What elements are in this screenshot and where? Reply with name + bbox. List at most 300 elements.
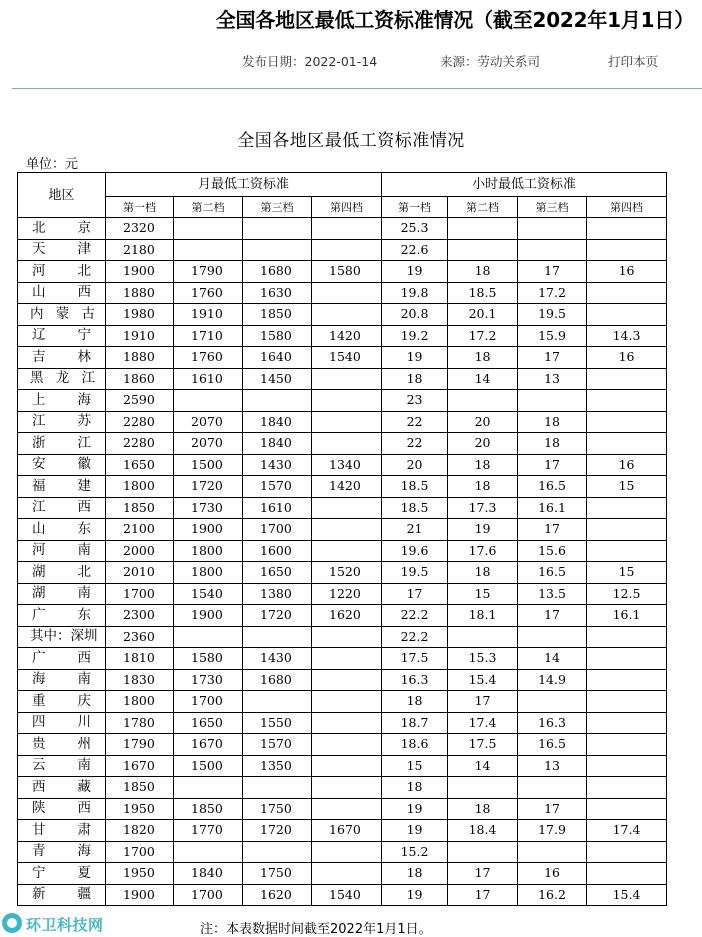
hourly-tier-4-cell [587, 390, 667, 412]
table-title: 全国各地区最低工资标准情况 [237, 131, 465, 151]
hourly-tier-4-cell [587, 648, 667, 670]
table-row [18, 669, 667, 691]
hourly-tier-2-cell: 15 [448, 583, 518, 605]
monthly-tier-3-cell: 1750 [243, 798, 312, 820]
monthly-tier-4-cell [312, 626, 382, 648]
hourly-tier-1-cell: 22 [382, 433, 448, 455]
monthly-tier-3-cell [243, 239, 312, 261]
hourly-tier-1-cell: 21 [382, 519, 448, 541]
table-row [18, 218, 667, 240]
monthly-tier-1-cell: 2100 [106, 519, 174, 541]
monthly-tier-1-cell: 1670 [106, 755, 174, 777]
hourly-tier-1-cell: 19.2 [382, 325, 448, 347]
monthly-tier-2-cell [174, 218, 243, 240]
region-cell: 江苏 [18, 411, 106, 433]
region-cell: 甘肃 [18, 820, 106, 842]
region-cell: 湖北 [18, 562, 106, 584]
hourly-tier-1-cell: 20 [382, 454, 448, 476]
monthly-tier-2-cell: 1790 [174, 261, 243, 283]
hourly-tier-3-cell [518, 777, 587, 799]
monthly-tier-3-cell: 1840 [243, 433, 312, 455]
monthly-tier-3-cell: 1430 [243, 648, 312, 670]
page-title: 全国各地区最低工资标准情况（截至2022年1月1日） [215, 8, 694, 32]
monthly-tier-1-cell: 2280 [106, 411, 174, 433]
region-cell: 福建 [18, 476, 106, 498]
hourly-tier-1-cell: 18.6 [382, 734, 448, 756]
monthly-tier-4-cell [312, 777, 382, 799]
hourly-tier-3-cell [518, 626, 587, 648]
table-row [18, 390, 667, 412]
monthly-tier-2-cell: 2070 [174, 411, 243, 433]
hourly-tier-2-cell: 17 [448, 863, 518, 885]
hourly-tier-4-cell: 16 [587, 347, 667, 369]
hourly-tier-3-cell: 18 [518, 433, 587, 455]
region-cell: 青海 [18, 841, 106, 863]
monthly-tier-4-cell: 1540 [312, 884, 382, 906]
hourly-tier-1-cell: 19 [382, 261, 448, 283]
monthly-tier-1-cell: 1830 [106, 669, 174, 691]
monthly-tier-4-cell [312, 433, 382, 455]
monthly-tier-2-cell: 1850 [174, 798, 243, 820]
region-cell: 河北 [18, 261, 106, 283]
monthly-tier-4-cell: 1670 [312, 820, 382, 842]
monthly-tier-1-cell: 1980 [106, 304, 174, 326]
region-cell: 山东 [18, 519, 106, 541]
monthly-tier-4-cell [312, 304, 382, 326]
region-cell: 广东 [18, 605, 106, 627]
monthly-tier-2-cell: 1500 [174, 755, 243, 777]
monthly-tier-2-cell: 1670 [174, 734, 243, 756]
hourly-tier-3-cell: 15.6 [518, 540, 587, 562]
monthly-tier-4-cell [312, 755, 382, 777]
hourly-tier-3-cell: 16.5 [518, 734, 587, 756]
hourly-tier-3-cell: 13 [518, 755, 587, 777]
region-cell: 内蒙古 [18, 304, 106, 326]
hourly-tier-3-cell: 17 [518, 454, 587, 476]
monthly-tier-1-cell: 1810 [106, 648, 174, 670]
monthly-tier-3-cell [243, 841, 312, 863]
monthly-tier-3-cell: 1750 [243, 863, 312, 885]
hourly-tier-2-cell: 17.5 [448, 734, 518, 756]
region-cell: 安徽 [18, 454, 106, 476]
hourly-tier-1-cell: 18.7 [382, 712, 448, 734]
monthly-tier-2-cell: 1840 [174, 863, 243, 885]
header-region: 地区 [18, 173, 106, 218]
monthly-tier-4-cell [312, 218, 382, 240]
table-row [18, 347, 667, 369]
table-row [18, 454, 667, 476]
watermark-logo-icon [2, 913, 22, 933]
monthly-tier-4-cell [312, 540, 382, 562]
table-row [18, 777, 667, 799]
hourly-tier-4-cell [587, 519, 667, 541]
hourly-tier-4-cell: 16 [587, 261, 667, 283]
monthly-tier-1-cell: 2180 [106, 239, 174, 261]
monthly-tier-1-cell: 1700 [106, 583, 174, 605]
hourly-tier-4-cell [587, 497, 667, 519]
region-cell: 广西 [18, 648, 106, 670]
hourly-tier-3-cell: 16.1 [518, 497, 587, 519]
hourly-tier-4-cell [587, 841, 667, 863]
monthly-tier-2-cell [174, 841, 243, 863]
hourly-tier-1-cell: 18 [382, 691, 448, 713]
monthly-tier-4-cell [312, 519, 382, 541]
monthly-tier-3-cell: 1600 [243, 540, 312, 562]
hourly-tier-1-cell: 18 [382, 777, 448, 799]
table-row [18, 798, 667, 820]
monthly-tier-4-cell: 1340 [312, 454, 382, 476]
region-cell: 上海 [18, 390, 106, 412]
monthly-tier-2-cell: 1650 [174, 712, 243, 734]
region-cell: 陕西 [18, 798, 106, 820]
monthly-tier-1-cell: 1900 [106, 884, 174, 906]
monthly-tier-1-cell: 2360 [106, 626, 174, 648]
table-body [18, 218, 667, 906]
monthly-tier-3-cell: 1680 [243, 261, 312, 283]
table-header-row [18, 173, 667, 197]
monthly-tier-4-cell: 1420 [312, 476, 382, 498]
header-divider [12, 88, 702, 89]
table-row [18, 239, 667, 261]
monthly-tier-3-cell: 1350 [243, 755, 312, 777]
print-page-link[interactable]: 打印本页 [608, 54, 659, 69]
monthly-tier-2-cell [174, 626, 243, 648]
table-row [18, 841, 667, 863]
monthly-tier-4-cell [312, 712, 382, 734]
hourly-tier-2-cell: 18 [448, 562, 518, 584]
hourly-tier-3-cell [518, 218, 587, 240]
monthly-tier-1-cell: 2010 [106, 562, 174, 584]
monthly-tier-1-cell: 1910 [106, 325, 174, 347]
table-row [18, 691, 667, 713]
monthly-tier-2-cell [174, 777, 243, 799]
monthly-tier-3-cell: 1720 [243, 605, 312, 627]
hourly-tier-2-cell: 14 [448, 755, 518, 777]
table-row [18, 261, 667, 283]
hourly-tier-2-cell: 20.1 [448, 304, 518, 326]
monthly-tier-4-cell [312, 497, 382, 519]
hourly-tier-4-cell [587, 433, 667, 455]
hourly-tier-3-cell: 16.2 [518, 884, 587, 906]
unit-label: 单位：元 [26, 157, 79, 172]
monthly-tier-2-cell: 1710 [174, 325, 243, 347]
region-cell: 西藏 [18, 777, 106, 799]
table-footnote: 注：本表数据时间截至2022年1月1日。 [200, 922, 432, 937]
monthly-tier-1-cell: 2300 [106, 605, 174, 627]
hourly-tier-4-cell [587, 411, 667, 433]
hourly-tier-1-cell: 19 [382, 347, 448, 369]
monthly-tier-1-cell: 1880 [106, 282, 174, 304]
monthly-tier-4-cell [312, 239, 382, 261]
tier-header: 第三档 [518, 197, 587, 218]
monthly-tier-1-cell: 1950 [106, 798, 174, 820]
hourly-tier-3-cell: 14 [518, 648, 587, 670]
monthly-tier-3-cell [243, 777, 312, 799]
table-row [18, 712, 667, 734]
hourly-tier-1-cell: 20.8 [382, 304, 448, 326]
hourly-tier-1-cell: 16.3 [382, 669, 448, 691]
monthly-tier-2-cell: 1800 [174, 562, 243, 584]
tier-header-row [18, 197, 667, 218]
hourly-tier-4-cell: 15 [587, 562, 667, 584]
monthly-tier-4-cell [312, 411, 382, 433]
table-row [18, 583, 667, 605]
monthly-tier-3-cell: 1620 [243, 884, 312, 906]
hourly-tier-4-cell: 12.5 [587, 583, 667, 605]
hourly-tier-4-cell: 14.3 [587, 325, 667, 347]
monthly-tier-3-cell: 1450 [243, 368, 312, 390]
monthly-tier-1-cell: 2000 [106, 540, 174, 562]
watermark-text: 环卫科技网 [26, 916, 104, 934]
monthly-tier-3-cell [243, 390, 312, 412]
hourly-tier-2-cell: 17 [448, 884, 518, 906]
hourly-tier-2-cell: 17.4 [448, 712, 518, 734]
monthly-tier-2-cell: 1900 [174, 519, 243, 541]
monthly-tier-3-cell: 1570 [243, 476, 312, 498]
tier-header: 第二档 [448, 197, 518, 218]
monthly-tier-2-cell [174, 239, 243, 261]
hourly-tier-1-cell: 18.5 [382, 476, 448, 498]
monthly-tier-3-cell: 1720 [243, 820, 312, 842]
hourly-tier-1-cell: 22.6 [382, 239, 448, 261]
hourly-tier-4-cell: 16.1 [587, 605, 667, 627]
monthly-tier-4-cell [312, 368, 382, 390]
hourly-tier-4-cell: 17.4 [587, 820, 667, 842]
tier-header: 第四档 [312, 197, 382, 218]
monthly-tier-3-cell: 1850 [243, 304, 312, 326]
watermark [0, 910, 104, 936]
hourly-tier-2-cell: 18.5 [448, 282, 518, 304]
monthly-tier-4-cell [312, 691, 382, 713]
monthly-tier-3-cell: 1640 [243, 347, 312, 369]
table-row [18, 820, 667, 842]
hourly-tier-1-cell: 18 [382, 863, 448, 885]
region-cell: 北京 [18, 218, 106, 240]
monthly-tier-2-cell: 1770 [174, 820, 243, 842]
monthly-tier-3-cell [243, 691, 312, 713]
hourly-tier-4-cell [587, 691, 667, 713]
monthly-tier-1-cell: 1900 [106, 261, 174, 283]
hourly-tier-2-cell: 17.6 [448, 540, 518, 562]
hourly-tier-1-cell: 19.6 [382, 540, 448, 562]
monthly-tier-1-cell: 1790 [106, 734, 174, 756]
hourly-tier-1-cell: 19.5 [382, 562, 448, 584]
hourly-tier-2-cell [448, 626, 518, 648]
hourly-tier-1-cell: 22 [382, 411, 448, 433]
monthly-tier-1-cell: 1700 [106, 841, 174, 863]
monthly-tier-2-cell: 1720 [174, 476, 243, 498]
monthly-tier-3-cell: 1650 [243, 562, 312, 584]
hourly-tier-2-cell [448, 390, 518, 412]
region-cell: 湖南 [18, 583, 106, 605]
tier-header: 第一档 [382, 197, 448, 218]
table-row [18, 476, 667, 498]
monthly-tier-3-cell: 1610 [243, 497, 312, 519]
hourly-tier-1-cell: 19 [382, 884, 448, 906]
monthly-tier-2-cell: 1760 [174, 282, 243, 304]
region-cell: 云南 [18, 755, 106, 777]
hourly-tier-2-cell: 14 [448, 368, 518, 390]
hourly-tier-3-cell [518, 390, 587, 412]
header-monthly: 月最低工资标准 [106, 173, 382, 197]
hourly-tier-4-cell [587, 777, 667, 799]
hourly-tier-3-cell: 16.3 [518, 712, 587, 734]
hourly-tier-2-cell [448, 239, 518, 261]
hourly-tier-3-cell: 14.9 [518, 669, 587, 691]
monthly-tier-4-cell [312, 648, 382, 670]
hourly-tier-1-cell: 23 [382, 390, 448, 412]
monthly-tier-4-cell: 1220 [312, 583, 382, 605]
monthly-tier-3-cell: 1430 [243, 454, 312, 476]
hourly-tier-2-cell: 18 [448, 476, 518, 498]
monthly-tier-4-cell: 1420 [312, 325, 382, 347]
region-cell: 江西 [18, 497, 106, 519]
hourly-tier-2-cell [448, 218, 518, 240]
tier-header: 第一档 [106, 197, 174, 218]
monthly-tier-3-cell: 1680 [243, 669, 312, 691]
hourly-tier-1-cell: 25.3 [382, 218, 448, 240]
monthly-tier-2-cell: 1910 [174, 304, 243, 326]
monthly-tier-2-cell: 1730 [174, 669, 243, 691]
table-row [18, 734, 667, 756]
publish-date: 发布日期：2022-01-14 [242, 54, 378, 69]
monthly-tier-3-cell: 1550 [243, 712, 312, 734]
monthly-tier-4-cell [312, 390, 382, 412]
monthly-tier-2-cell: 1580 [174, 648, 243, 670]
table-row [18, 497, 667, 519]
hourly-tier-4-cell [587, 239, 667, 261]
hourly-tier-3-cell [518, 841, 587, 863]
hourly-tier-4-cell [587, 626, 667, 648]
hourly-tier-1-cell: 19 [382, 798, 448, 820]
hourly-tier-2-cell: 17 [448, 691, 518, 713]
region-cell: 贵州 [18, 734, 106, 756]
monthly-tier-3-cell [243, 218, 312, 240]
monthly-tier-4-cell: 1520 [312, 562, 382, 584]
table-row [18, 755, 667, 777]
hourly-tier-3-cell: 17 [518, 347, 587, 369]
monthly-tier-3-cell: 1380 [243, 583, 312, 605]
table-row [18, 562, 667, 584]
hourly-tier-4-cell [587, 282, 667, 304]
hourly-tier-2-cell [448, 777, 518, 799]
monthly-tier-4-cell [312, 863, 382, 885]
hourly-tier-4-cell [587, 798, 667, 820]
hourly-tier-3-cell: 17 [518, 605, 587, 627]
hourly-tier-2-cell: 18 [448, 347, 518, 369]
hourly-tier-1-cell: 17 [382, 583, 448, 605]
monthly-tier-1-cell: 1800 [106, 476, 174, 498]
table-row [18, 433, 667, 455]
region-cell: 新疆 [18, 884, 106, 906]
hourly-tier-2-cell: 18.1 [448, 605, 518, 627]
region-cell: 海南 [18, 669, 106, 691]
hourly-tier-1-cell: 22.2 [382, 626, 448, 648]
hourly-tier-2-cell: 17.3 [448, 497, 518, 519]
hourly-tier-3-cell: 17 [518, 261, 587, 283]
region-cell: 天津 [18, 239, 106, 261]
hourly-tier-3-cell: 19.5 [518, 304, 587, 326]
hourly-tier-2-cell [448, 841, 518, 863]
monthly-tier-3-cell: 1570 [243, 734, 312, 756]
hourly-tier-3-cell [518, 239, 587, 261]
hourly-tier-1-cell: 17.5 [382, 648, 448, 670]
monthly-tier-2-cell: 1760 [174, 347, 243, 369]
table-row [18, 605, 667, 627]
hourly-tier-4-cell: 16 [587, 454, 667, 476]
monthly-tier-1-cell: 1880 [106, 347, 174, 369]
monthly-tier-1-cell: 1650 [106, 454, 174, 476]
hourly-tier-4-cell [587, 734, 667, 756]
hourly-tier-4-cell: 15 [587, 476, 667, 498]
table-row [18, 863, 667, 885]
region-cell: 宁夏 [18, 863, 106, 885]
hourly-tier-3-cell: 17.2 [518, 282, 587, 304]
monthly-tier-4-cell: 1620 [312, 605, 382, 627]
monthly-tier-2-cell: 1610 [174, 368, 243, 390]
monthly-tier-1-cell: 1950 [106, 863, 174, 885]
hourly-tier-3-cell: 17 [518, 519, 587, 541]
table-row [18, 626, 667, 648]
monthly-tier-2-cell: 1500 [174, 454, 243, 476]
monthly-tier-2-cell: 1700 [174, 884, 243, 906]
hourly-tier-3-cell: 16 [518, 863, 587, 885]
hourly-tier-1-cell: 18 [382, 368, 448, 390]
hourly-tier-3-cell: 17.9 [518, 820, 587, 842]
hourly-tier-4-cell [587, 304, 667, 326]
table-row [18, 282, 667, 304]
table-row [18, 648, 667, 670]
monthly-tier-2-cell [174, 390, 243, 412]
header-hourly: 小时最低工资标准 [382, 173, 667, 197]
table-row [18, 519, 667, 541]
monthly-tier-4-cell [312, 669, 382, 691]
hourly-tier-4-cell [587, 540, 667, 562]
hourly-tier-3-cell: 18 [518, 411, 587, 433]
hourly-tier-4-cell [587, 863, 667, 885]
tier-header: 第二档 [174, 197, 243, 218]
monthly-tier-2-cell: 1800 [174, 540, 243, 562]
monthly-tier-3-cell: 1580 [243, 325, 312, 347]
monthly-tier-1-cell: 2590 [106, 390, 174, 412]
hourly-tier-1-cell: 15 [382, 755, 448, 777]
table-row [18, 411, 667, 433]
monthly-tier-1-cell: 1780 [106, 712, 174, 734]
monthly-tier-3-cell: 1840 [243, 411, 312, 433]
hourly-tier-2-cell: 19 [448, 519, 518, 541]
hourly-tier-1-cell: 18.5 [382, 497, 448, 519]
hourly-tier-4-cell [587, 368, 667, 390]
table-row [18, 368, 667, 390]
monthly-tier-1-cell: 2280 [106, 433, 174, 455]
monthly-tier-3-cell [243, 626, 312, 648]
hourly-tier-4-cell [587, 755, 667, 777]
monthly-tier-4-cell [312, 282, 382, 304]
monthly-tier-4-cell: 1540 [312, 347, 382, 369]
hourly-tier-2-cell: 18 [448, 261, 518, 283]
monthly-tier-1-cell: 1860 [106, 368, 174, 390]
table-row [18, 325, 667, 347]
hourly-tier-1-cell: 15.2 [382, 841, 448, 863]
minimum-wage-table [17, 172, 667, 906]
hourly-tier-2-cell: 18.4 [448, 820, 518, 842]
region-cell: 四川 [18, 712, 106, 734]
region-cell: 吉林 [18, 347, 106, 369]
monthly-tier-2-cell: 1700 [174, 691, 243, 713]
region-cell: 黑龙江 [18, 368, 106, 390]
monthly-tier-2-cell: 1900 [174, 605, 243, 627]
article-meta [0, 52, 702, 70]
